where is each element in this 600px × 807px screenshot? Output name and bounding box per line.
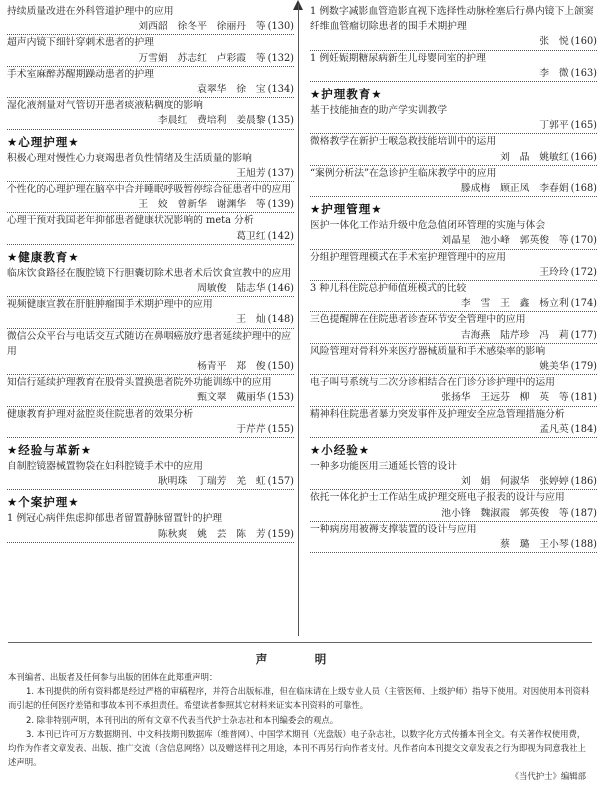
page-number: (153) bbox=[267, 392, 294, 404]
toc-entry bbox=[7, 407, 294, 438]
page-number: (157) bbox=[267, 476, 294, 488]
toc-entry bbox=[310, 281, 597, 312]
article-meta bbox=[310, 506, 597, 522]
article-meta bbox=[310, 66, 597, 82]
page-number: (150) bbox=[267, 361, 294, 373]
article-authors: 王玲玲 bbox=[539, 266, 569, 278]
article-authors: 陈秋爽 姚 芸 陈 芳 bbox=[157, 528, 266, 540]
dot-leader bbox=[310, 328, 461, 343]
toc-entry bbox=[310, 407, 597, 438]
article-meta bbox=[310, 118, 597, 134]
dot-leader bbox=[310, 66, 539, 81]
dot-leader bbox=[7, 19, 138, 34]
article-title: 个性化的心理护理在脑卒中合并睡眠呼吸暂停综合征患者中的应用 bbox=[7, 184, 292, 196]
toc-entry bbox=[310, 459, 597, 490]
article-title: 知信行延续护理教育在股骨头置换患者院外功能训练中的应用 bbox=[7, 377, 272, 389]
toc-entry bbox=[310, 312, 597, 343]
dot-leader bbox=[7, 312, 236, 327]
toc-entry bbox=[310, 134, 597, 165]
page-number: (134) bbox=[267, 84, 294, 96]
toc-entry bbox=[310, 4, 597, 51]
dot-leader bbox=[7, 113, 158, 128]
article-meta bbox=[7, 229, 294, 245]
article-meta bbox=[310, 328, 597, 344]
toc-entry bbox=[310, 103, 597, 134]
dot-leader bbox=[7, 51, 138, 66]
article-authors: 袁翠华 徐 宝 bbox=[197, 84, 266, 96]
column-divider bbox=[298, 4, 299, 636]
toc-right-column bbox=[310, 4, 597, 553]
section-heading: ★个案护理★ bbox=[7, 495, 80, 510]
article-meta bbox=[7, 390, 294, 406]
dot-leader bbox=[7, 197, 138, 212]
article-meta bbox=[310, 390, 597, 406]
dot-leader bbox=[310, 150, 500, 165]
toc-entry bbox=[310, 166, 597, 197]
article-meta bbox=[7, 51, 294, 67]
article-title: 精神科住院患者暴力突发事件及护理安全应急管理措施分析 bbox=[310, 408, 565, 420]
dot-leader bbox=[7, 281, 197, 296]
article-meta bbox=[310, 181, 597, 197]
dot-leader bbox=[310, 474, 461, 489]
article-meta bbox=[310, 150, 597, 166]
page-number: (184) bbox=[570, 423, 597, 435]
page-number: (146) bbox=[267, 283, 294, 295]
toc-entry bbox=[7, 35, 294, 66]
article-title: 持续质量改进在外科管道护理中的应用 bbox=[7, 6, 174, 17]
article-authors: 李 微 bbox=[539, 67, 569, 79]
article-authors: 刘 晶 姚敏红 bbox=[500, 151, 569, 163]
article-authors: 周敏俊 陆志华 bbox=[197, 283, 266, 295]
article-authors: 于芹芹 bbox=[236, 423, 266, 435]
article-title: 手术室麻醉苏醒期躁动患者的护理 bbox=[7, 68, 154, 80]
dot-leader bbox=[7, 229, 236, 244]
dot-leader bbox=[7, 390, 197, 405]
page-number: (170) bbox=[570, 235, 597, 247]
dot-leader bbox=[7, 527, 158, 542]
article-title: 3 种儿科住院总护师值班模式的比较 bbox=[310, 283, 467, 295]
article-meta bbox=[310, 233, 597, 249]
article-title: 依托一体化护士工作站生成护理交班电子报表的设计与应用 bbox=[310, 492, 565, 504]
article-title: 三色提醒牌在住院患者诊查环节安全管理中的应用 bbox=[310, 314, 526, 326]
dot-leader bbox=[7, 359, 197, 374]
article-authors: 刘西韶 徐冬平 徐丽丹 等 bbox=[138, 21, 266, 33]
article-authors: 刘晶星 池小峰 郭英俊 等 bbox=[441, 235, 569, 247]
article-title: 微信公众平台与电话交互式随访在鼻咽癌放疗患者延续护理中的应用 bbox=[7, 330, 292, 357]
article-authors: 刘 娟 何淑华 张婷婷 bbox=[460, 476, 569, 488]
article-title: 自制腔镜器械置物袋在妇科腔镜手术中的应用 bbox=[7, 461, 203, 473]
section-heading: ★经验与革新★ bbox=[7, 443, 93, 458]
toc-entry bbox=[7, 511, 294, 542]
article-title: 心理干预对我国老年抑郁患者健康状况影响的 meta 分析 bbox=[7, 215, 254, 227]
toc-entry bbox=[7, 151, 294, 182]
article-title: 健康教育护理对盆腔炎住院患者的效果分析 bbox=[7, 408, 194, 420]
dot-leader bbox=[310, 34, 539, 49]
article-authors: 张扬华 王远芬 柳 英 等 bbox=[441, 392, 569, 404]
article-title: 风险管理对骨科外来医疗器械质量和手术感染率的影响 bbox=[310, 345, 546, 357]
page-number: (159) bbox=[267, 528, 294, 540]
dot-leader bbox=[7, 166, 236, 181]
toc-entry bbox=[7, 182, 294, 213]
article-meta bbox=[7, 359, 294, 375]
article-authors: 丁郭平 bbox=[539, 120, 569, 132]
dot-leader bbox=[310, 422, 539, 437]
page-number: (132) bbox=[267, 52, 294, 64]
article-title: 分组护理管理模式在手术室护理管理中的应用 bbox=[310, 251, 506, 263]
article-meta bbox=[7, 197, 294, 213]
notice-paragraph-3: 3. 本刊已许可万方数据期刊、中文科技期刊数据库（维普网）、中国学术期刊（光盘版）电子杂志社，以数字化方式传播本刊全文。有关著作权使用费，均作为作者文章发表、出版、推广交流（含信息网络）以及赠送样刊之用途，本刊不再另行向作者支付。凡作者向本刊提交文章发表之行为即视为同意我社上述声明。 bbox=[8, 728, 586, 768]
notice-paragraph-1: 1. 本刊提供的所有资料都是经过严格的审稿程序，并符合出版标准，但在临床请在上级专业人员（主管医师、上级护师）指导下使用。对因使用本刊资料而引起的任何医疗差错和事故本刊不承担责任。希望读者参照其它材料来证实本刊资料的可靠性。 bbox=[8, 686, 590, 711]
article-title: 一种多功能医用三通延长管的设计 bbox=[310, 461, 457, 473]
page-number: (168) bbox=[570, 183, 597, 195]
article-title: 湿化液剂量对气管切开患者痰液粘稠度的影响 bbox=[7, 100, 203, 112]
article-authors: 万雪娟 苏志红 卢彩霞 等 bbox=[138, 52, 266, 64]
article-authors: 张 悦 bbox=[539, 36, 569, 48]
section-heading: ★心理护理★ bbox=[7, 134, 80, 149]
article-meta bbox=[7, 281, 294, 297]
page-number: (148) bbox=[267, 314, 294, 326]
article-title: 1 例妊娠期糖尿病新生儿母婴同室的护理 bbox=[310, 52, 486, 64]
article-meta bbox=[310, 359, 597, 375]
article-authors: 李 雪 王 鑫 杨立利 bbox=[460, 298, 569, 310]
page-number: (160) bbox=[570, 36, 597, 48]
page-number: (139) bbox=[267, 199, 294, 211]
article-title: 基于技能抽查的助产学实训教学 bbox=[310, 105, 448, 117]
page-number: (165) bbox=[570, 120, 597, 132]
article-authors: 孟凡英 bbox=[539, 423, 569, 435]
dot-leader bbox=[7, 82, 197, 97]
article-authors: 耿明珠 丁瑞芳 羌 虹 bbox=[157, 476, 266, 488]
article-authors: 池小锋 魏淑霞 郭英俊 等 bbox=[441, 507, 569, 519]
page-number: (181) bbox=[570, 392, 597, 404]
page-number: (188) bbox=[570, 539, 597, 551]
section-heading: ★小经验★ bbox=[310, 443, 371, 458]
dot-leader bbox=[310, 118, 539, 133]
page-number: (155) bbox=[267, 423, 294, 435]
section-heading: ★健康教育★ bbox=[7, 249, 80, 264]
article-authors: 王 姣 曾新华 谢渊华 等 bbox=[138, 199, 266, 211]
article-authors: 王 灿 bbox=[236, 314, 266, 326]
article-meta bbox=[310, 265, 597, 281]
page-number: (135) bbox=[267, 115, 294, 127]
toc-entry bbox=[7, 213, 294, 244]
dot-leader bbox=[310, 506, 441, 521]
page-number: (142) bbox=[267, 230, 294, 242]
notice-paragraph-2: 2. 除非特别声明，本刊刊出的所有文章不代表当代护士杂志社和本刊编委会的观点。 bbox=[26, 714, 339, 725]
dot-leader bbox=[310, 233, 441, 248]
article-meta bbox=[310, 34, 597, 50]
article-meta bbox=[310, 422, 597, 438]
article-meta bbox=[7, 113, 294, 129]
toc-entry bbox=[310, 522, 597, 553]
dot-leader bbox=[7, 474, 158, 489]
toc-entry bbox=[310, 218, 597, 249]
article-authors: 甄文翠 戴丽华 bbox=[197, 392, 266, 404]
page-number: (177) bbox=[570, 329, 597, 341]
dot-leader bbox=[310, 390, 441, 405]
page-number: (186) bbox=[570, 476, 597, 488]
notice-intro: 本刊编者、出版者及任何参与出版的团体在此郑重声明： bbox=[8, 672, 218, 682]
article-authors: 姚美华 bbox=[539, 361, 569, 373]
article-meta bbox=[310, 537, 597, 553]
article-meta bbox=[310, 296, 597, 312]
article-authors: 杨青平 郑 俊 bbox=[197, 361, 266, 373]
article-title: 1 例冠心病伴焦虑抑郁患者留置静脉留置针的护理 bbox=[7, 513, 223, 525]
article-authors: 王旭芳 bbox=[236, 167, 266, 179]
article-meta bbox=[7, 19, 294, 35]
toc-entry bbox=[310, 344, 597, 375]
page-number: (130) bbox=[267, 21, 294, 33]
article-meta bbox=[7, 82, 294, 98]
notice-heading: 声 明 bbox=[255, 652, 345, 666]
notice-signature: 《当代护士》编辑部 bbox=[510, 771, 586, 782]
article-title: 电子叫号系统与二次分诊相结合在门诊分诊护理中的运用 bbox=[310, 377, 555, 389]
toc-entry bbox=[310, 490, 597, 521]
toc-entry bbox=[7, 459, 294, 490]
article-meta bbox=[7, 312, 294, 328]
article-meta bbox=[7, 422, 294, 438]
toc-entry bbox=[7, 4, 294, 35]
article-meta bbox=[7, 166, 294, 182]
article-title: 超声内镜下细针穿刺术患者的护理 bbox=[7, 37, 154, 49]
section-heading: ★护理教育★ bbox=[310, 87, 383, 102]
article-authors: 李晨红 费培利 姜晨黎 bbox=[157, 115, 266, 127]
article-title: 医护一体化工作站升级中危急值闭环管理的实施与体会 bbox=[310, 220, 546, 232]
dot-leader bbox=[310, 296, 461, 311]
article-title: 临床饮食路径在腹腔镜下行胆囊切除术患者术后饮食宣教中的应用 bbox=[7, 267, 292, 279]
toc-entry bbox=[7, 67, 294, 98]
toc-left-column bbox=[7, 4, 294, 543]
article-title: 微格教学在新护士喉急救技能培训中的运用 bbox=[310, 136, 497, 148]
toc-entry bbox=[7, 329, 294, 376]
page-number: (179) bbox=[570, 361, 597, 373]
toc-entry bbox=[7, 266, 294, 297]
article-title: 一种病房用被褥支撑装置的设计与应用 bbox=[310, 523, 477, 535]
toc-entry bbox=[310, 51, 597, 82]
toc-entry bbox=[7, 297, 294, 328]
article-authors: 葛卫红 bbox=[236, 230, 266, 242]
article-title: 视频健康宣教在肝脏肿瘤围手术期护理中的应用 bbox=[7, 299, 213, 311]
page-number: (137) bbox=[267, 167, 294, 179]
article-title: 1 例数字减影血管造影直视下选择性动脉栓塞后行鼻内镜下上颌窦纤维血管瘤切除患者的围手术期护理 bbox=[310, 6, 594, 33]
page-number: (187) bbox=[570, 507, 597, 519]
toc-entry bbox=[310, 375, 597, 406]
dot-leader bbox=[7, 422, 236, 437]
article-meta bbox=[310, 474, 597, 490]
toc-entry bbox=[310, 250, 597, 281]
article-title: “案例分析法”在急诊护生临床教学中的应用 bbox=[310, 167, 497, 179]
article-meta bbox=[7, 527, 294, 543]
section-heading: ★护理管理★ bbox=[310, 202, 383, 217]
page-number: (166) bbox=[570, 151, 597, 163]
article-authors: 吉海燕 陆芹珍 冯 莉 bbox=[460, 329, 569, 341]
dot-leader bbox=[310, 181, 461, 196]
toc-entry bbox=[7, 98, 294, 129]
dot-leader bbox=[310, 537, 500, 552]
dot-leader bbox=[310, 265, 539, 280]
article-authors: 滕成梅 顾正凤 李春娟 bbox=[460, 183, 569, 195]
page-number: (172) bbox=[570, 266, 597, 278]
page-number: (163) bbox=[570, 67, 597, 79]
statement-notice bbox=[8, 642, 592, 784]
article-meta bbox=[7, 474, 294, 490]
article-title: 积极心理对慢性心力衰竭患者负性情绪及生活质量的影响 bbox=[7, 152, 252, 164]
page-number: (174) bbox=[570, 298, 597, 310]
toc-entry bbox=[7, 375, 294, 406]
dot-leader bbox=[310, 359, 539, 374]
article-authors: 蔡 璐 王小琴 bbox=[500, 539, 569, 551]
